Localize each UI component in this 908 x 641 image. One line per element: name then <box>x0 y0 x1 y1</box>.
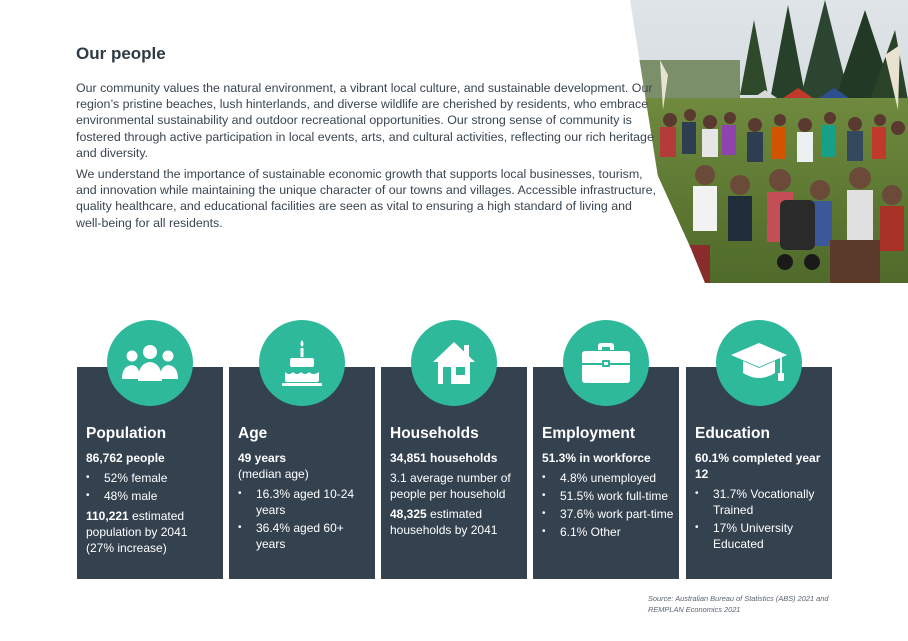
education-bullet: • 17% University Educated <box>695 520 827 552</box>
population-bullet: • 48% male <box>86 488 218 504</box>
people-group-icon <box>107 320 193 406</box>
community-event-photo <box>630 0 908 283</box>
employment-bullets <box>542 470 674 540</box>
households-projection <box>390 506 522 538</box>
intro-paragraph-1: Our community values the natural environment, a vibrant local culture, and sustainable development. Our region’s pristine beaches, lush hinterlands, and diverse wildlife are cherished by residents, who embrace environmental sustainability and outdoor recreational opportunities. Our strong sense of community is fostered through active participation in local events, arts, and cultural activities, reflecting our rich heritage and diversity. <box>76 81 654 160</box>
population-headline: 86,762 people <box>86 451 165 465</box>
households-average: 3.1 average number of people per household <box>390 471 511 501</box>
birthday-cake-icon <box>259 320 345 406</box>
population-bullet: • 52% female <box>86 470 218 486</box>
education-bullets <box>695 486 827 552</box>
population-title: Population <box>86 425 167 442</box>
age-bullet: • 36.4% aged 60+ years <box>238 520 370 552</box>
briefcase-icon <box>563 320 649 406</box>
population-bullets <box>86 470 218 504</box>
age-headline: 49 years <box>238 451 287 465</box>
education-title: Education <box>695 425 770 442</box>
population-projection <box>86 508 218 556</box>
households-projection-value: 48,325 <box>390 507 427 521</box>
population-projection-value: 110,221 <box>86 509 129 523</box>
households-headline: 34,851 households <box>390 451 498 465</box>
graduation-cap-icon <box>716 320 802 406</box>
education-headline: 60.1% completed year 12 <box>695 451 821 481</box>
age-title: Age <box>238 425 268 442</box>
employment-bullet: • 37.6% work part-time <box>542 506 674 522</box>
employment-bullet: • 51.5% work full-time <box>542 488 674 504</box>
age-bullet: • 16.3% aged 10-24 years <box>238 486 370 518</box>
population-projection-text: estimated population by 2041 (27% increase) <box>86 509 188 555</box>
employment-title: Employment <box>542 425 636 442</box>
employment-bullet: • 6.1% Other <box>542 524 674 540</box>
education-bullet: • 31.7% Vocationally Trained <box>695 486 827 518</box>
households-projection-text: estimated households by 2041 <box>390 507 498 537</box>
age-bullets <box>238 486 370 552</box>
intro-paragraph-2: We understand the importance of sustainable economic growth that supports local businesses, tourism, and innovation while maintaining the unique character of our towns and villages. Accessible infrastructure, quality healthcare, and educational facilities are seen as vital to ensuring a high standard of living and well-being for all residents. <box>76 167 656 230</box>
source-note: Source: Australian Bureau of Statistics (ABS) 2021 and REMPLAN Economics 2021 <box>648 594 829 614</box>
page-title: Our people <box>76 44 166 63</box>
house-icon <box>411 320 497 406</box>
households-title: Households <box>390 425 479 442</box>
employment-headline: 51.3% in workforce <box>542 451 651 465</box>
employment-bullet: • 4.8% unemployed <box>542 470 674 486</box>
age-sub: (median age) <box>238 467 309 481</box>
